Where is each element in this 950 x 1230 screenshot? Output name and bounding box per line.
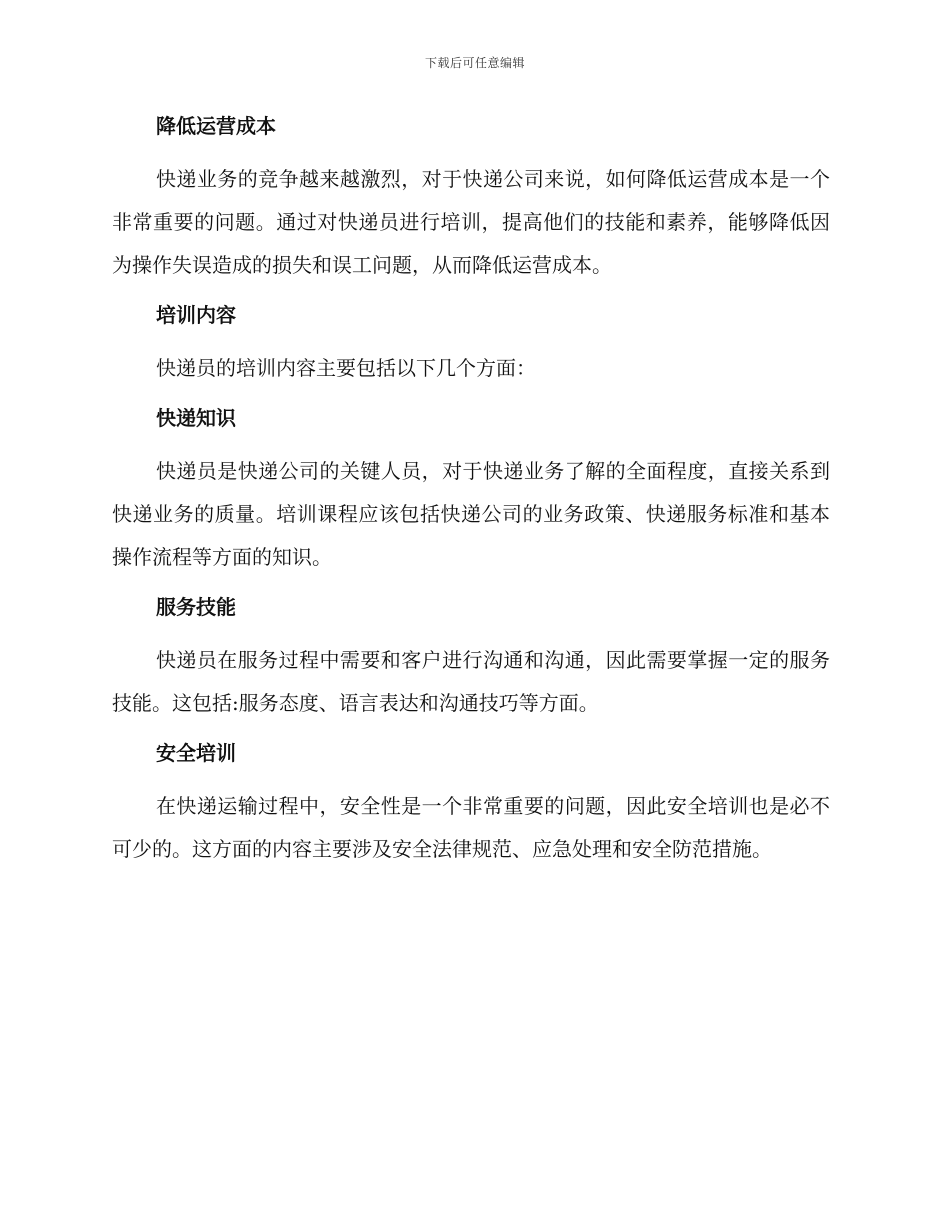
section-heading-safety-training: 安全培训 xyxy=(156,741,236,765)
section-paragraph-express-knowledge: 快递员是快递公司的关键人员，对于快递业务了解的全面程度，直接关系到快递业务的质量。培训课程应该包括快递公司的业务政策、快递服务标准和基本操作流程等方面的知识。 xyxy=(112,459,830,569)
section-paragraph-training-content: 快递员的培训内容主要包括以下几个方面： xyxy=(156,356,536,380)
section-heading-training-content: 培训内容 xyxy=(156,303,236,327)
section-paragraph-cost: 快递业务的竞争越来越激烈，对于快递公司来说，如何降低运营成本是一个非常重要的问题。通过对快递员进行培训，提高他们的技能和素养，能够降低因为操作失误造成的损失和误工问题，从而降低运营成本。 xyxy=(112,167,830,277)
document-body xyxy=(112,108,830,881)
section-paragraph-service-skills: 快递员在服务过程中需要和客户进行沟通和沟通，因此需要掌握一定的服务技能。这包括:服务态度、语言表达和沟通技巧等方面。 xyxy=(112,648,830,715)
header-note: 下载后可任意编辑 xyxy=(424,56,525,70)
section-paragraph-safety-training: 在快递运输过程中，安全性是一个非常重要的问题，因此安全培训也是必不可少的。这方面的内容主要涉及安全法律规范、应急处理和安全防范措施。 xyxy=(112,794,830,861)
section-heading-cost: 降低运营成本 xyxy=(156,114,276,138)
section-heading-service-skills: 服务技能 xyxy=(156,595,236,619)
section-heading-express-knowledge: 快递知识 xyxy=(156,406,236,430)
